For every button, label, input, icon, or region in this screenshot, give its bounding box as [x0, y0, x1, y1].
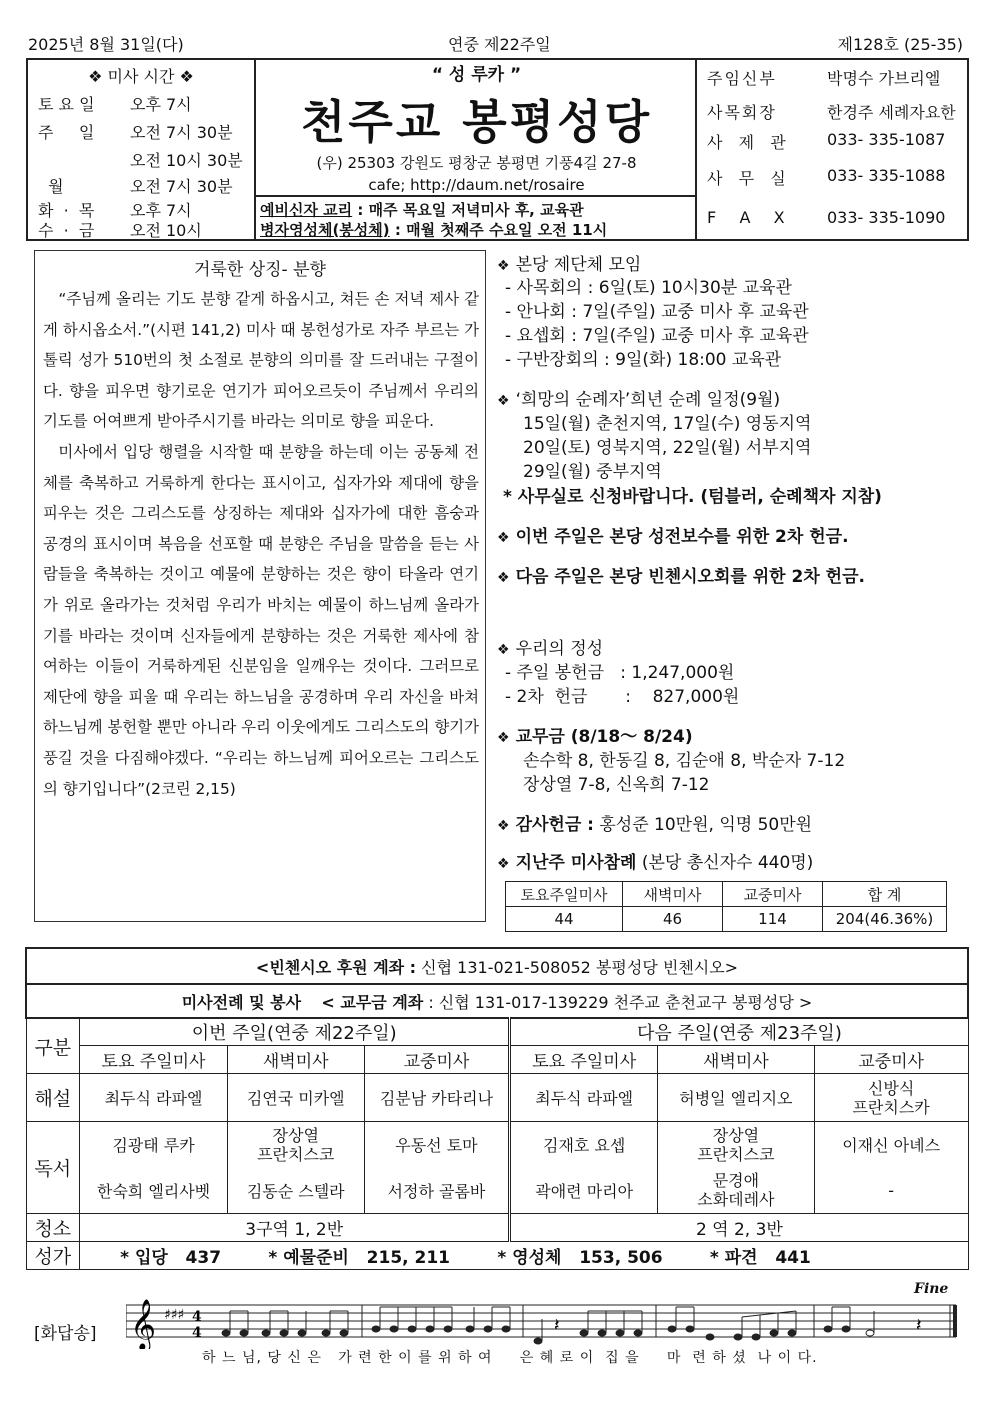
music-staff	[126, 1297, 962, 1349]
rest-icon: 𝄽	[554, 1315, 560, 1336]
thanks-offering: ❖ 감사헌금 : 홍성준 10만원, 익명 50만원	[497, 810, 812, 835]
pilgrimage-item: 15일(월) 춘천지역, 17일(수) 영동지역	[523, 414, 812, 434]
offering-second: - 2차 헌금 : 827,000원	[505, 687, 740, 707]
time-signature-icon: 4	[192, 1309, 202, 1325]
pilgrimage-item: 20일(토) 영북지역, 22일(월) 서부지역	[523, 438, 812, 458]
table-row: 청소 3구역 1, 2반 2 역 2, 3반	[26, 1214, 968, 1242]
vincent-account: <빈첸시오 후원 계좌 : 신협 131-021-508052 봉평성당 빈첸시오>	[26, 948, 968, 984]
meeting-item: - 요셉회 : 7일(주일) 교중 미사 후 교육관	[505, 326, 809, 346]
table-row: 성가 * 입당 437 * 예물준비 215, 211 * 영성체 153, 506 * 파견 441	[26, 1242, 968, 1270]
table-row: 해설 최두식 라파엘 김연국 미카엘 김분남 카타리나 최두식 라파엘 허병일 엘리지오 신방식 프란치스카	[26, 1074, 968, 1122]
header-box	[26, 58, 969, 241]
offering-sunday: - 주일 봉헌금 : 1,247,000원	[505, 663, 735, 683]
article-box	[34, 250, 486, 922]
parish-name: 천주교 봉평성당	[300, 95, 653, 149]
meeting-item: - 안나회 : 7일(주일) 교중 미사 후 교육관	[505, 302, 809, 322]
meeting-item: - 구반장회의 : 9일(화) 18:00 교육관	[505, 350, 782, 370]
mass-schedule: ❖ 미사 시간 ❖ 토 요 일 오후 7시 주 일 오전 7시 30분 오전 10시 30분 월 오전 7시 30분 화 · 목 오후 7시 수 · 금 오전 10시	[28, 60, 256, 239]
parish-info	[256, 60, 697, 239]
sick-communion-notice: 병자영성체(봉성체) : 매월 첫째주 수요일 오전 11시	[260, 221, 608, 239]
pilgrimage-note: * 사무실로 신청바랍니다. (텀블러, 순례책자 지참)	[503, 487, 882, 507]
rest-icon: 𝄽	[916, 1315, 922, 1336]
table-row: 구분 이번 주일(연중 제22주일) 다음 주일(연중 제23주일)	[26, 1018, 968, 1046]
meeting-item: - 사목회의 : 6일(토) 10시30분 교육관	[505, 278, 792, 298]
service-table	[25, 947, 969, 1270]
offering-title: ❖ 우리의 정성	[497, 634, 603, 659]
notices-column	[497, 250, 967, 880]
table-row: 독서 김광태 루카 장상열 프란치스코 우동선 토마 김재호 요셉 장상열 프란치스코 이재신 아녜스	[26, 1122, 968, 1168]
article-title: 거룩한 상징- 분향	[194, 260, 326, 280]
mass-schedule-title: ❖ 미사 시간 ❖	[88, 67, 194, 86]
svg-text:4: 4	[192, 1325, 202, 1341]
issue-number: 제128호 (25-35)	[837, 35, 963, 54]
collection-this-week: ❖ 이번 주일은 본당 성전보수를 위한 2차 헌금.	[497, 522, 849, 547]
collection-next-week: ❖ 다음 주일은 본당 빈첸시오회를 위한 2차 헌금.	[497, 562, 865, 587]
liturgical-week: 연중 제22주일	[448, 35, 551, 54]
table-row: 토요 주일미사 새벽미사 교중미사 토요 주일미사 새벽미사 교중미사	[26, 1046, 968, 1074]
fine-mark: Fine	[914, 1281, 949, 1297]
parish-address: (우) 25303 강원도 평창군 봉평면 기풍4길 27-8	[316, 154, 637, 172]
pilgrimage-title: ❖ ‘희망의 순례자’희년 순례 일정(9월)	[497, 385, 780, 410]
pilgrimage-item: 29일(월) 중부지역	[523, 462, 662, 482]
table-row: 한숙희 엘리사벳 김동순 스텔라 서정하 골롬바 곽애련 마리아 문경애 소화데레사 -	[26, 1168, 968, 1214]
table-row: 44 46 114 204(46.36%)	[506, 907, 947, 932]
catechumen-notice: 예비신자 교리 : 매주 목요일 저녁미사 후, 교육관	[260, 201, 584, 219]
hymn-list: * 입당 437 * 예물준비 215, 211 * 영성체 153, 506 * 파견 441	[80, 1242, 968, 1270]
table-row: 토요주일미사 새벽미사 교중미사 합 계	[506, 882, 947, 907]
attendance-title: ❖ 지난주 미사참례 (본당 총신자수 440명)	[497, 848, 813, 873]
parish-notices	[256, 195, 695, 239]
attendance-table	[505, 881, 947, 932]
dues-list: 장상열 7-8, 신옥희 7-12	[523, 775, 710, 795]
treble-clef-icon: 𝄞	[130, 1299, 157, 1349]
patron-saint: “ 성 루카 ”	[431, 65, 522, 85]
top-line	[28, 32, 963, 58]
sharp-icon: ♯♯♯	[164, 1307, 185, 1323]
article-paragraph: “주님께 올리는 기도 분향 같게 하옵시고, 쳐든 손 저녁 제사 같게 하시옵소서.”(시편 141,2) 미사 때 봉헌성가로 자주 부르는 가톨릭 성가 510번의 첫 소절로 분향의 의미를 잘 드러내는 구절이다. 향을 피우면 향기로운 연기가 피어오르듯이 주님께서 우리의 기도를 어여쁘게 받아주시기를 바라는 의미로 향을 피운다.	[43, 290, 479, 431]
dues-title: ❖ 교무금 (8/18～ 8/24)	[497, 722, 693, 747]
table-row	[26, 948, 968, 984]
psalm-label: [화답송]	[34, 1324, 97, 1344]
dues-account: 미사전례 및 봉사 < 교무금 계좌 : 신협 131-017-139229 천주교 춘천교구 봉평성당 >	[26, 984, 968, 1018]
bulletin-date: 2025년 8월 31일(다)	[28, 35, 184, 54]
psalm-lyrics: 하 느 님, 당 신 은 가 련 한 이 를 위 하 여 은 혜 로 이 집 을 마 련 하 셨 나 이 다.	[202, 1350, 818, 1366]
dues-list: 손수학 8, 한동길 8, 김순애 8, 박순자 7-12	[523, 751, 846, 771]
parish-cafe-link[interactable]: cafe; http://daum.net/rosaire	[368, 176, 585, 194]
table-row	[26, 984, 968, 1018]
staff-contacts: 주임신부 박명수 가브리엘 사목회장 한경주 세례자요한 사 제 관 033- 335-1087 사 무 실 033- 335-1088 F A X 033- 335-1090	[707, 69, 956, 227]
psalm-section	[26, 1283, 970, 1373]
article-paragraph: 미사에서 입당 행렬을 시작할 때 분향을 하는데 이는 공동체 전체를 축복하고 거룩하게 한다는 표시이고, 십자가와 제대에 향을 피우는 것은 그리스도를 상징하는 제대와 십자가에 대한 흠숭과 공경의 표시이며 복음을 선포할 때 분향은 주님을 말씀을 듣는 사람들을 축복하는 것이고 예물에 분향하는 것은 향이 타올라 연기가 위로 올라가는 것처럼 우리가 바치는 예물이 하느님께 올라가기를 바라는 것이며 신자들에게 분향하는 것은 거룩한 제사에 참여하는 이들이 거룩하게된 신분임을 일깨우는 것이다. 그러므로 제단에 향을 피울 때 우리는 하느님을 공경하며 우리 자신을 바쳐 하느님께 봉헌할 뿐만 아니라 우리 이웃에게도 그리스도의 향기가 풍길 것을 다짐해야겠다. “우리는 하느님께 피어오르는 그리스도의 향기입니다”(2코린 2,15)	[43, 442, 479, 798]
meetings-title: ❖ 본당 제단체 모임	[497, 250, 641, 275]
